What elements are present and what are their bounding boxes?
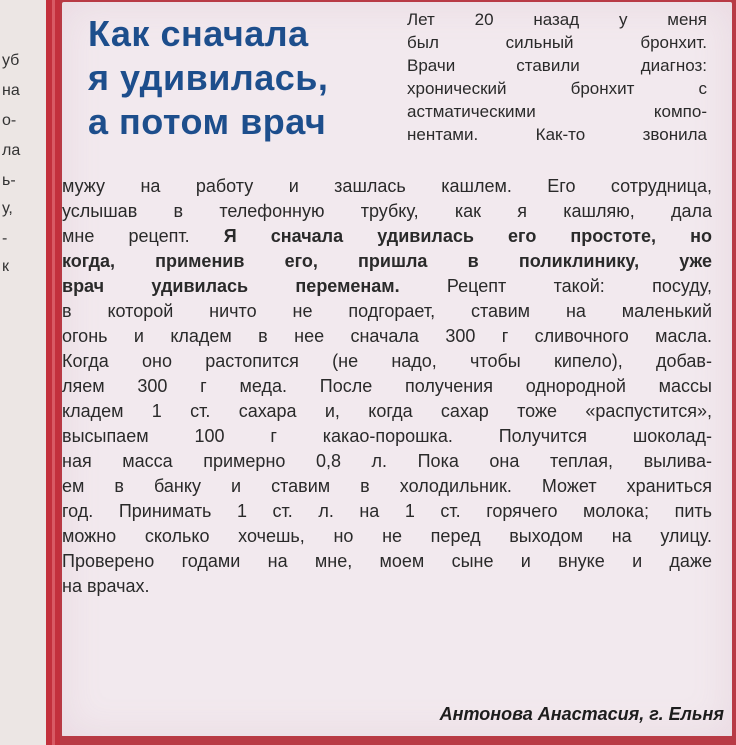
fragment-text: ла	[2, 142, 21, 159]
headline-line: а потом врач	[88, 101, 327, 142]
red-border-highlight	[52, 0, 55, 745]
fragment-text: к	[2, 258, 9, 275]
headline-line: Как сначала	[88, 13, 309, 54]
text-run: на врачах.	[62, 576, 150, 596]
text-run: Когда оно растопится (не надо, чтобы кипело), добав-	[62, 351, 712, 371]
body-line	[62, 249, 712, 274]
body-line	[62, 524, 712, 549]
intro-line: Врачи ставили диагноз:	[407, 56, 707, 75]
text-run: можно сколько хочешь, но не перед выходом на улицу.	[62, 526, 712, 546]
body-line	[62, 349, 712, 374]
body-line	[62, 549, 712, 574]
body-line	[62, 274, 712, 299]
fragment-text: на	[2, 82, 20, 99]
body-line	[62, 499, 712, 524]
intro-line: Лет 20 назад у меня	[407, 10, 707, 29]
intro-line: астматическими компо-	[407, 102, 707, 121]
text-run: услышав в телефонную трубку, как я кашляю, дала	[62, 201, 712, 221]
headline-line: я удивилась,	[88, 57, 329, 98]
fragment-text: ь-	[2, 172, 16, 189]
body-line	[62, 324, 712, 349]
text-run: огонь и кладем в нее сначала 300 г сливочного масла.	[62, 326, 712, 346]
intro-line: нентами. Как-то звонила	[407, 125, 707, 144]
body-line	[62, 199, 712, 224]
body-line	[62, 449, 712, 474]
fragment-text: уб	[2, 52, 20, 69]
body-line	[62, 424, 712, 449]
text-run: Проверено годами на мне, моем сыне и внуке и даже	[62, 551, 712, 571]
text-run: Рецепт такой: посуду,	[399, 276, 712, 296]
adjacent-column-fragment	[0, 0, 46, 745]
text-run: мужу на работу и зашлась кашлем. Его сотрудница,	[62, 176, 712, 196]
body-line	[62, 474, 712, 499]
bold-text-run: Я сначала удивилась его простоте, но	[223, 226, 712, 246]
text-run: ем в банку и ставим в холодильник. Может храниться	[62, 476, 712, 496]
text-run: кладем 1 ст. сахара и, когда сахар тоже «распустится»,	[62, 401, 712, 421]
text-run: ляем 300 г меда. После получения однородной массы	[62, 376, 712, 396]
fragment-text: о-	[2, 112, 17, 129]
bold-text-run: когда, применив его, пришла в поликлинику, уже	[62, 251, 712, 271]
body-line	[62, 399, 712, 424]
body-line	[62, 174, 712, 199]
text-run: год. Принимать 1 ст. л. на 1 ст. горячего молока; пить	[62, 501, 712, 521]
author-signature: Антонова Анастасия, г. Ельня	[439, 704, 724, 724]
fragment-text: -	[2, 230, 8, 247]
body-line	[62, 224, 712, 249]
text-run: в которой ничто не подгорает, ставим на маленький	[62, 301, 712, 321]
article-intro	[407, 8, 707, 146]
text-run: мне рецепт.	[62, 226, 224, 246]
intro-line: хронический бронхит с	[407, 79, 707, 98]
intro-line: был сильный бронхит.	[407, 33, 707, 52]
fragment-text: у,	[2, 200, 13, 217]
bold-text-run: врач удивилась переменам.	[62, 276, 400, 296]
article-body	[62, 174, 712, 599]
article-card	[62, 2, 732, 737]
red-border-bottom	[60, 736, 736, 745]
text-run: ная масса примерно 0,8 л. Пока она теплая, вылива-	[62, 451, 712, 471]
body-line	[62, 374, 712, 399]
body-line	[62, 574, 712, 599]
body-line	[62, 299, 712, 324]
text-run: высыпаем 100 г какао-порошка. Получится шоколад-	[62, 426, 712, 446]
article-headline	[88, 12, 398, 144]
